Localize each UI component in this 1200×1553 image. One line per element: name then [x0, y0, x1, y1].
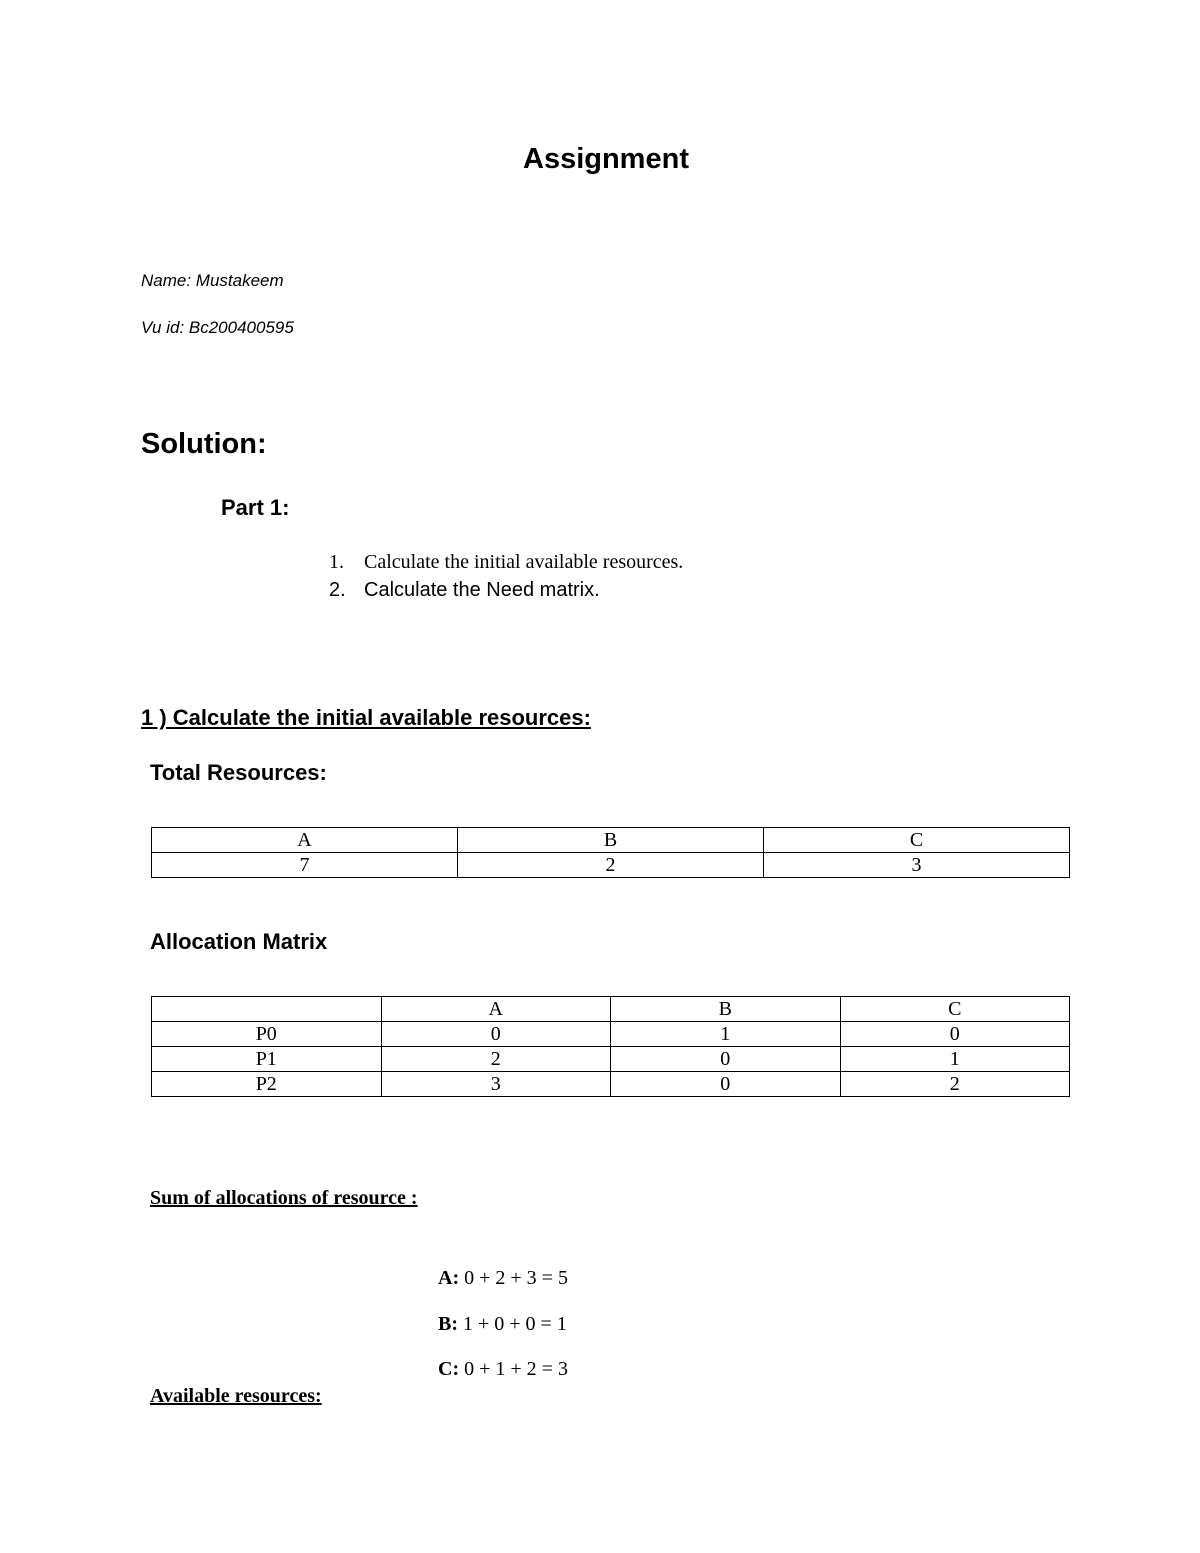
- sum-label: C:: [438, 1358, 460, 1380]
- sum-heading: Sum of allocations of resource :: [150, 1187, 418, 1209]
- table-row: [152, 853, 1070, 878]
- table-cell: C: [840, 997, 1070, 1022]
- table-cell: 0: [611, 1072, 841, 1097]
- sum-line-a: [438, 1267, 568, 1290]
- table-cell: A: [381, 997, 611, 1022]
- table-row: [152, 1072, 1070, 1097]
- table-cell: B: [458, 828, 764, 853]
- student-id: Vu id: Bc200400595: [141, 318, 294, 337]
- table-cell: 1: [611, 1022, 841, 1047]
- sum-expression: 0 + 1 + 2 = 3: [464, 1358, 568, 1380]
- table-cell: P2: [152, 1072, 382, 1097]
- table-row: [152, 1047, 1070, 1072]
- table-cell: 2: [840, 1072, 1070, 1097]
- table-row: [152, 1022, 1070, 1047]
- solution-heading: Solution:: [141, 428, 267, 460]
- table-cell: 1: [840, 1047, 1070, 1072]
- table-cell: 3: [764, 853, 1070, 878]
- task-text: Calculate the Need matrix.: [364, 579, 600, 601]
- table-cell: 7: [152, 853, 458, 878]
- table-header-row: [152, 828, 1070, 853]
- table-header-row: [152, 997, 1070, 1022]
- table-cell: 0: [381, 1022, 611, 1047]
- task-number: 2.: [329, 579, 346, 601]
- table-cell: A: [152, 828, 458, 853]
- table-cell: P1: [152, 1047, 382, 1072]
- sum-expression: 0 + 2 + 3 = 5: [464, 1267, 568, 1289]
- table-cell: P0: [152, 1022, 382, 1047]
- available-heading: Available resources:: [150, 1385, 322, 1407]
- section-heading: 1 ) Calculate the initial available resources:: [141, 705, 591, 730]
- task-item: [329, 551, 683, 574]
- allocation-matrix-table: [151, 996, 1070, 1097]
- table-cell: B: [611, 997, 841, 1022]
- sum-label: A:: [438, 1267, 460, 1289]
- table-cell: [152, 997, 382, 1022]
- student-name: Name: Mustakeem: [141, 271, 284, 290]
- task-text: Calculate the initial available resources.: [364, 551, 684, 573]
- sum-line-c: [438, 1358, 568, 1381]
- sum-line-b: [438, 1313, 567, 1336]
- sum-expression: 1 + 0 + 0 = 1: [463, 1313, 567, 1335]
- task-number: 1.: [329, 551, 344, 573]
- allocation-matrix-heading: Allocation Matrix: [150, 929, 328, 954]
- part-heading: Part 1:: [221, 495, 290, 520]
- total-resources-table: [151, 827, 1070, 878]
- sum-label: B:: [438, 1313, 458, 1335]
- table-cell: 0: [611, 1047, 841, 1072]
- table-cell: C: [764, 828, 1070, 853]
- table-cell: 0: [840, 1022, 1070, 1047]
- task-item: [329, 579, 600, 602]
- table-cell: 3: [381, 1072, 611, 1097]
- table-cell: 2: [458, 853, 764, 878]
- total-resources-heading: Total Resources:: [150, 760, 327, 785]
- page-title: Assignment: [523, 143, 689, 175]
- table-cell: 2: [381, 1047, 611, 1072]
